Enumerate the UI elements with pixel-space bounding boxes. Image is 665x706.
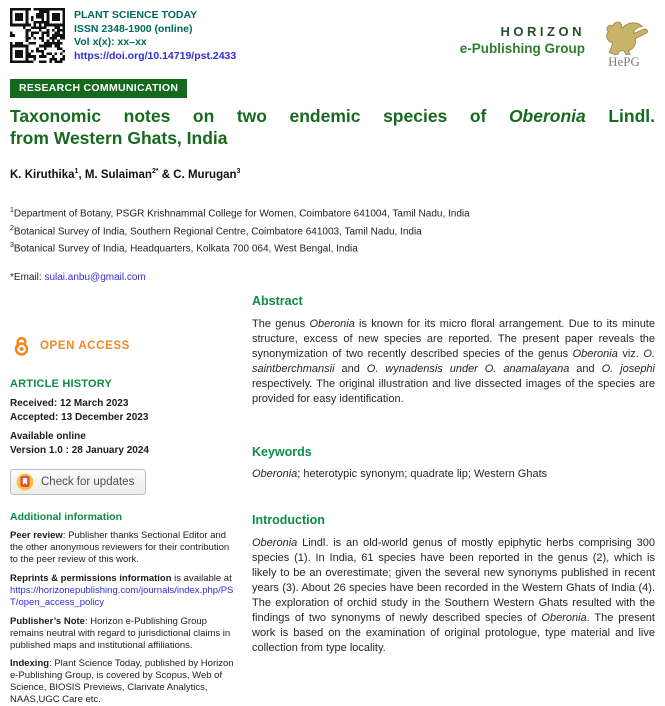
main-content — [252, 294, 655, 706]
open-access-row — [10, 334, 238, 357]
doi-link[interactable] — [74, 50, 236, 64]
article-title-line2: from Western Ghats, India — [10, 128, 228, 148]
text-segment: Oberonia — [508, 106, 586, 126]
affiliations — [10, 204, 655, 257]
text-segment: 3 — [236, 168, 241, 175]
text-segment: Botanical Survey of India, Southern Regional Centre, Coimbatore 641003, Tamil Nadu, India — [13, 225, 422, 237]
publishers-note — [10, 616, 238, 652]
additional-info-heading: Additional information — [10, 511, 122, 524]
check-for-updates-label: Check for updates — [41, 476, 135, 489]
crossmark-icon — [16, 473, 34, 491]
text-segment: *Email: — [10, 272, 45, 284]
check-for-updates-button[interactable] — [10, 469, 146, 495]
text-segment: and — [334, 363, 367, 376]
corresponding-email — [10, 272, 655, 283]
accepted-date: Accepted: 13 December 2023 — [10, 412, 149, 424]
authors-line — [10, 168, 655, 181]
peer-review-note — [10, 530, 238, 566]
journal-name: PLANT SCIENCE TODAY — [74, 9, 198, 21]
article-type-badge: RESEARCH COMMUNICATION — [10, 79, 187, 98]
logo-caption: HePG — [608, 54, 640, 69]
publisher-subtitle: e-Publishing Group — [459, 41, 585, 56]
article-title-line1 — [10, 105, 655, 127]
affiliation-1 — [10, 204, 655, 222]
text-segment: : Plant Science Today, published by Horizon e-Publishing Group, is covered by Scopus, Web of Science, BIOSIS Previews, Clarivate Analytics, NAAS,UGC Care etc. — [10, 658, 234, 706]
text-segment: Reprints & permissions information — [10, 573, 172, 585]
open-access-label: OPEN ACCESS — [40, 339, 130, 352]
text-segment: Peer review — [10, 530, 63, 542]
text-segment: Indexing — [10, 658, 50, 670]
open-access-lock-icon — [10, 334, 33, 357]
text-segment: Lindl. is an old-world genus of mostly epiphytic herbs comprising 300 species (1). In India, 61 species have been reported in the genus (2), which is likely to be an overestimate; given the several new synonyms published in recent years (3). About 26 species have been recorded in the Western Ghats of India (4). The exploration of orchid study in the Southern Western Ghats resulted with the findings of two synonyms of newly described species of — [252, 537, 655, 625]
affiliation-3 — [10, 239, 655, 257]
doi-link[interactable]: https://doi.org/10.14719/pst.2433 — [74, 49, 237, 62]
reprints-link[interactable]: https://horizonepublishing.com/journals/index.php/PST/open_access_policy — [10, 584, 234, 608]
indexing-note — [10, 658, 238, 706]
journal-issn: ISSN 2348-1900 (online) — [74, 22, 193, 35]
text-segment: and — [569, 363, 602, 376]
availability — [10, 430, 238, 458]
text-segment: 1 — [10, 206, 14, 214]
introduction-text — [252, 536, 655, 656]
available-online-label: Available online — [10, 431, 86, 443]
text-segment: Department of Botany, PSGR Krishnammal College for Women, Coimbatore 641004, Tamil Nadu, India — [13, 208, 470, 220]
text-segment: 1 — [74, 168, 79, 175]
text-segment: 2 — [10, 224, 14, 232]
text-segment: Taxonomic notes on two endemic species of — [10, 106, 509, 126]
email-link[interactable]: sulai.anbu@gmail.com — [44, 272, 146, 284]
text-segment: is known for its micro floral arrangement. Due to its minute structure, excess of new species are reported. The present paper reveals the synonymization of two recently described species of the genus — [252, 318, 655, 361]
text-segment: 3 — [10, 242, 14, 250]
text-segment: O. wynadensis under O. anamalayana — [366, 363, 570, 376]
keywords-heading: Keywords — [252, 445, 312, 460]
keywords-text — [252, 468, 655, 480]
journal-volume: Vol x(x): xx–xx — [74, 36, 147, 48]
text-segment: Oberonia — [252, 537, 298, 550]
text-segment: respectively. The original illustration and live dissected images of the species are provided for easy identification. — [252, 378, 655, 406]
abstract-text — [252, 317, 655, 407]
text-segment: ; heterotypic synonym; quadrate lip; Western Ghats — [297, 468, 548, 481]
history-dates — [10, 397, 238, 425]
header — [10, 8, 655, 70]
text-segment: . The present work is based on the examination of original protologue, type material and live collection from type locality. — [252, 612, 655, 655]
text-segment: : Horizon e-Publishing Group remains neutral with regard to jurisdictional claims in published maps and institutional affiliations. — [10, 615, 231, 651]
article-title — [10, 105, 655, 149]
text-segment: O. saintberchmansii — [252, 348, 655, 376]
version-date: Version 1.0 : 28 January 2024 — [10, 445, 149, 457]
griffin-logo-icon — [596, 18, 652, 56]
introduction-heading: Introduction — [252, 513, 325, 528]
article-history-heading: ARTICLE HISTORY — [10, 378, 113, 391]
text-segment: The genus — [252, 318, 310, 331]
received-date: Received: 12 March 2023 — [10, 398, 129, 410]
text-segment: Botanical Survey of India, Headquarters, Kolkata 700 064, West Bengal, India — [13, 243, 358, 255]
sidebar — [10, 294, 238, 706]
publisher-name: HORIZON — [500, 24, 585, 39]
affiliation-2 — [10, 222, 655, 240]
text-segment: Oberonia — [309, 318, 355, 331]
text-segment: & C. Murugan — [158, 168, 237, 181]
text-segment: Lindl. — [585, 106, 655, 126]
text-segment: Oberonia — [252, 468, 298, 481]
text-segment: viz. — [617, 348, 644, 361]
text-segment: Oberonia — [572, 348, 618, 361]
text-segment: Publisher’s Note — [10, 615, 85, 627]
qr-code-icon — [10, 8, 65, 63]
text-segment: K. Kiruthika — [10, 168, 75, 181]
text-segment: , M. Sulaiman — [78, 168, 152, 181]
text-segment: : Publisher thanks Sectional Editor and the other anonymous reviewers for their contribution to the peer review of this work. — [10, 530, 230, 566]
text-segment: 2* — [151, 168, 159, 175]
abstract-heading: Abstract — [252, 294, 303, 309]
text-segment: is available at — [171, 573, 232, 585]
text-segment: Oberonia — [541, 612, 587, 625]
text-segment: O. josephi — [601, 363, 655, 376]
reprints-permissions-note — [10, 573, 238, 609]
